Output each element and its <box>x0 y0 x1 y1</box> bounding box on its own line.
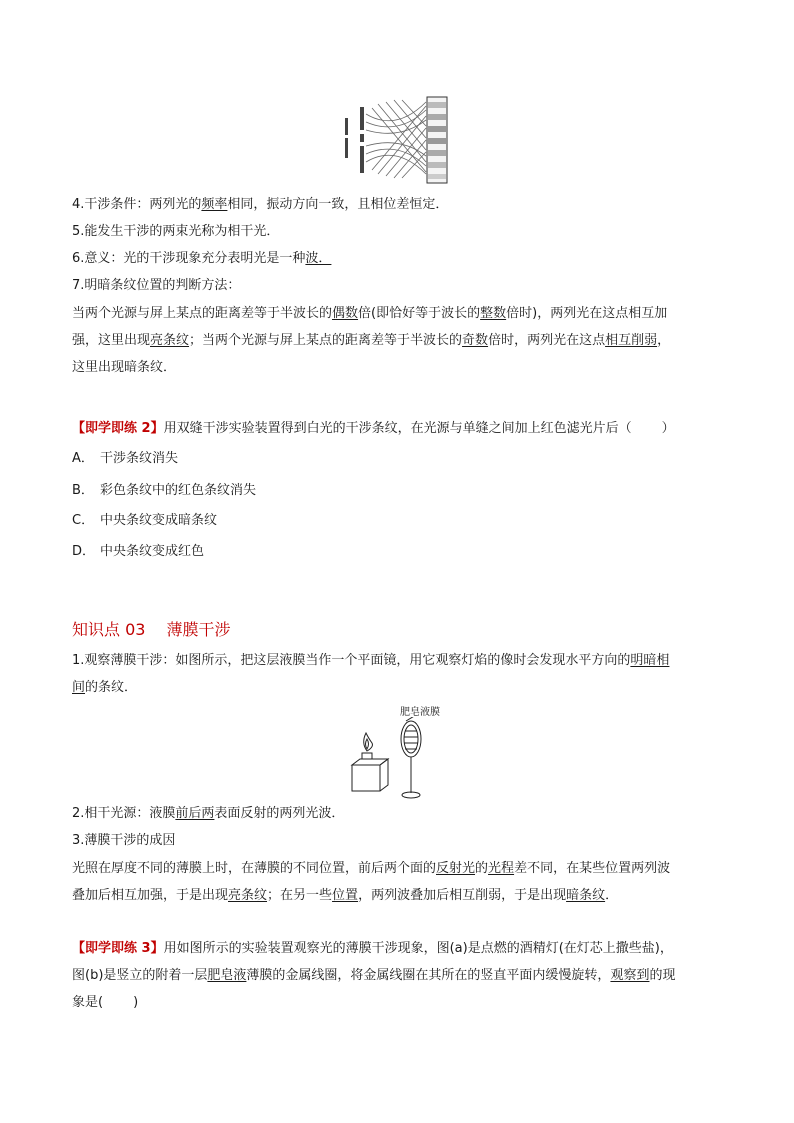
underlined-answer: 观察到 <box>610 968 650 983</box>
exercise-2-question <box>72 420 675 438</box>
single-slit-plate <box>345 118 348 158</box>
text: 当两个光源与屏上某点的距离差等于半波长的 <box>72 306 333 321</box>
soap-film-ring <box>401 717 421 798</box>
text: 叠加后相互加强，于是出现 <box>72 888 229 903</box>
text: 倍(即恰好等于波长的 <box>358 306 481 321</box>
section-heading: 知识点 03 薄膜干涉 <box>72 620 231 639</box>
condition-6 <box>72 250 331 268</box>
film-point-1 <box>72 652 669 670</box>
option-text: 中央条纹变成红色 <box>100 544 205 559</box>
option-label: D． <box>72 544 96 559</box>
text: 薄膜的金属线圈，将金属线圈在其所在的竖直平面内缓慢旋转， <box>246 968 611 983</box>
exercise-tag: 【即学即练 3】 <box>72 941 164 956</box>
text: 倍时，两列光在这点 <box>488 333 606 348</box>
option-label: B． <box>72 483 94 498</box>
double-slit-plate <box>360 107 364 173</box>
underlined-answer: 前后两 <box>175 806 215 821</box>
underlined-answer: 整数 <box>480 306 507 321</box>
text: ；在另一些 <box>267 888 333 903</box>
underlined-answer: 肥皂液 <box>207 968 247 983</box>
question-text: 用如图所示的实验装置观察光的薄膜干涉现象，图(a)是点燃的酒精灯(在灯芯上撒些盐)， <box>163 941 673 956</box>
option-label: C． <box>72 513 95 528</box>
option-label: A． <box>72 451 94 466</box>
text: 强，这里出现 <box>72 333 151 348</box>
underlined-answer: 间 <box>72 680 86 695</box>
underlined-answer: 波． <box>305 251 332 266</box>
option-text: 干涉条纹消失 <box>100 451 179 466</box>
underlined-answer: 亮条纹 <box>228 888 268 903</box>
text: 6.意义：光的干涉现象充分表明光是一种 <box>72 251 306 266</box>
text: ，两列波叠加后相互削弱，于是出现 <box>358 888 567 903</box>
exercise-3-line-2 <box>72 967 675 985</box>
underlined-answer: 位置 <box>332 888 359 903</box>
answer-paren: ) <box>133 995 139 1010</box>
underlined-answer: 反射光 <box>436 861 476 876</box>
option-c[interactable] <box>72 512 217 530</box>
underlined-answer: 明暗相 <box>630 653 670 668</box>
option-b[interactable] <box>72 482 256 500</box>
condition-4 <box>72 196 448 214</box>
fringe-screen <box>427 97 447 183</box>
film-point-3: 3.薄膜干涉的成因 <box>72 833 176 848</box>
paragraph-line-1 <box>72 305 667 323</box>
text: 光照在厚度不同的薄膜上时，在薄膜的不同位置，前后两个面的 <box>72 861 437 876</box>
underlined-answer: 奇数 <box>462 333 489 348</box>
text: 倍时)，两列光在这点相互加 <box>506 306 668 321</box>
underlined-answer: 光程 <box>488 861 515 876</box>
text: 的 <box>475 861 489 876</box>
underlined-answer: 频率 <box>201 197 228 212</box>
text: 的条纹． <box>85 680 138 695</box>
text: ；当两个光源与屏上某点的距离差等于半波长的 <box>189 333 463 348</box>
double-slit-interference-figure <box>336 94 451 186</box>
underlined-answer: 亮条纹 <box>150 333 190 348</box>
option-text: 中央条纹变成暗条纹 <box>100 513 218 528</box>
exercise-3-line-1 <box>72 940 673 958</box>
text: 4.干涉条件：两列光的 <box>72 197 202 212</box>
condition-5: 5.能发生干涉的两束光称为相干光． <box>72 224 280 239</box>
alcohol-lamp <box>352 733 388 791</box>
paragraph-line-2 <box>72 332 670 350</box>
underlined-answer: 相互削弱 <box>605 333 658 348</box>
text: 表面反射的两列光波． <box>214 806 345 821</box>
question-text: 用双缝干涉实验装置得到白光的干涉条纹，在光源与单缝之间加上红色滤光片后（ <box>163 421 632 436</box>
text: ， <box>657 333 671 348</box>
text: 图(b)是竖立的附着一层 <box>72 968 208 983</box>
answer-paren: ） <box>661 421 675 436</box>
text: 象是( <box>72 995 104 1010</box>
film-cause-line-1 <box>72 860 670 878</box>
text: 1.观察薄膜干涉：如图所示，把这层液膜当作一个平面镜，用它观察灯焰的像时会发现水平方向的 <box>72 653 631 668</box>
exercise-3-line-3 <box>72 994 138 1012</box>
paragraph-line-3: 这里出现暗条纹． <box>72 360 177 375</box>
text: ． <box>605 888 619 903</box>
option-text: 彩色条纹中的红色条纹消失 <box>100 483 257 498</box>
text: 差不同，在某些位置两列波 <box>514 861 671 876</box>
film-cause-line-2 <box>72 887 618 905</box>
film-point-1-cont <box>72 679 137 697</box>
condition-7: 7.明暗条纹位置的判断方法： <box>72 278 241 293</box>
text: 的现 <box>649 968 676 983</box>
underlined-answer: 偶数 <box>332 306 359 321</box>
text: 2.相干光源：液膜 <box>72 806 176 821</box>
film-point-2 <box>72 805 344 823</box>
option-a[interactable] <box>72 450 178 468</box>
wavefronts <box>366 100 426 178</box>
underlined-answer: 暗条纹 <box>566 888 606 903</box>
exercise-tag: 【即学即练 2】 <box>72 421 164 436</box>
film-figure-label: 肥皂液膜 <box>400 707 440 718</box>
soap-film-lamp-figure <box>348 717 438 799</box>
option-d[interactable] <box>72 543 204 561</box>
text: 相同，振动方向一致，且相位差恒定． <box>227 197 449 212</box>
